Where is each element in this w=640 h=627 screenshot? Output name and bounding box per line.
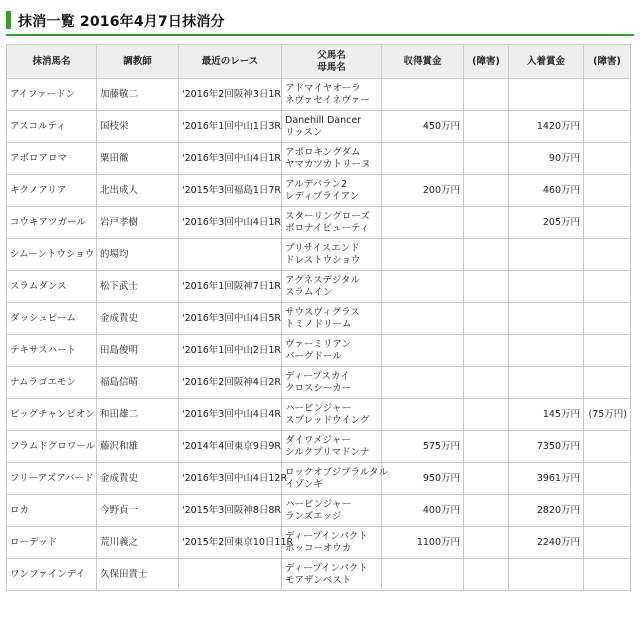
table-row <box>7 399 631 431</box>
sire-name: ディープインパクト <box>285 562 368 574</box>
last-race <box>179 239 282 271</box>
last-race: '2016年3回中山4日1R <box>179 207 282 239</box>
earnings-steeplechase-value <box>464 335 509 367</box>
dam-name: シルクプリマドンナ <box>285 446 370 458</box>
prize-value <box>509 239 584 271</box>
last-race: '2016年3回中山4日12R <box>179 463 282 495</box>
pedigree-cell <box>282 495 382 527</box>
prize-value <box>509 367 584 399</box>
prize-steeplechase-value <box>584 271 631 303</box>
earnings-value <box>382 335 464 367</box>
dam-name: スラムイン <box>285 286 333 298</box>
sire-name: ダイワメジャー <box>285 434 351 446</box>
table-row <box>7 207 631 239</box>
sire-name: スターリングローズ <box>285 210 370 222</box>
table-row <box>7 335 631 367</box>
table-row <box>7 559 631 591</box>
earnings-value <box>382 79 464 111</box>
dam-name: ヤマカツカトリーヌ <box>285 158 371 170</box>
header-earnings-steeplechase: (障害) <box>464 45 509 79</box>
earnings-value <box>382 367 464 399</box>
pedigree-cell <box>282 79 382 111</box>
trainer-name: 北出成人 <box>97 175 179 207</box>
table-row <box>7 175 631 207</box>
sire-name: アグネスデジタル <box>285 274 360 286</box>
dam-name: リッスン <box>285 126 323 138</box>
earnings-value <box>382 303 464 335</box>
prize-steeplechase-value <box>584 495 631 527</box>
last-race: '2015年3回阪神8日8R <box>179 495 282 527</box>
prize-value <box>509 559 584 591</box>
earnings-value: 450万円 <box>382 111 464 143</box>
trainer-name: 今野貞一 <box>97 495 179 527</box>
dam-name: トミノドリーム <box>285 318 352 330</box>
earnings-value: 400万円 <box>382 495 464 527</box>
pedigree-cell <box>282 527 382 559</box>
earnings-steeplechase-value <box>464 207 509 239</box>
prize-steeplechase-value <box>584 463 631 495</box>
horse-name-link[interactable]: フラムドグロワール <box>7 431 97 463</box>
pedigree-cell <box>282 239 382 271</box>
earnings-steeplechase-value <box>464 559 509 591</box>
prize-steeplechase-value <box>584 239 631 271</box>
deregistration-table <box>6 44 631 591</box>
earnings-value: 950万円 <box>382 463 464 495</box>
earnings-value <box>382 207 464 239</box>
trainer-name: 福島信晴 <box>97 367 179 399</box>
table-row <box>7 495 631 527</box>
dam-name: レディブライアン <box>285 190 360 202</box>
trainer-name: 粟田徹 <box>97 143 179 175</box>
pedigree-cell <box>282 111 382 143</box>
sire-name: ヴァーミリアン <box>285 338 352 350</box>
earnings-steeplechase-value <box>464 143 509 175</box>
page-header <box>6 8 634 36</box>
earnings-steeplechase-value <box>464 431 509 463</box>
trainer-name: 加藤敬二 <box>97 79 179 111</box>
horse-name-link[interactable]: ローデッド <box>7 527 97 559</box>
prize-steeplechase-value <box>584 559 631 591</box>
table-row <box>7 527 631 559</box>
pedigree-cell <box>282 207 382 239</box>
earnings-steeplechase-value <box>464 239 509 271</box>
horse-name-link[interactable]: シムーントウショウ <box>7 239 97 271</box>
pedigree-cell <box>282 367 382 399</box>
earnings-steeplechase-value <box>464 303 509 335</box>
earnings-steeplechase-value <box>464 111 509 143</box>
earnings-steeplechase-value <box>464 463 509 495</box>
dam-name: バーグドール <box>285 350 342 362</box>
sire-name: ロックオブジブラルタル <box>285 466 388 478</box>
dam-name: ドレストウショウ <box>285 254 361 266</box>
prize-value: 3961万円 <box>509 463 584 495</box>
sire-name: ハービンジャー <box>285 498 352 510</box>
pedigree-cell <box>282 335 382 367</box>
table-row <box>7 463 631 495</box>
sire-name: Danehill Dancer <box>285 114 362 126</box>
sire-name: ブリサイスエンド <box>285 242 360 254</box>
horse-name-link[interactable]: ダッシュビーム <box>7 303 97 335</box>
prize-steeplechase-value <box>584 303 631 335</box>
last-race: '2016年2回阪神4日2R <box>179 367 282 399</box>
pedigree-cell <box>282 143 382 175</box>
header-earnings: 収得賞金 <box>382 45 464 79</box>
last-race: '2016年1回阪神7日1R <box>179 271 282 303</box>
prize-steeplechase-value <box>584 143 631 175</box>
prize-steeplechase-value <box>584 367 631 399</box>
earnings-value <box>382 559 464 591</box>
page-title: 抹消一覧 2016年4月7日抹消分 <box>18 14 225 30</box>
earnings-value <box>382 143 464 175</box>
prize-steeplechase-value <box>584 111 631 143</box>
dam-name: ホッコーオウカ <box>285 542 352 554</box>
earnings-value: 575万円 <box>382 431 464 463</box>
dam-name: ボロナイビューティ <box>285 222 370 234</box>
prize-steeplechase-value <box>584 431 631 463</box>
last-race: '2016年3回中山4日4R <box>179 399 282 431</box>
prize-value <box>509 79 584 111</box>
pedigree-cell <box>282 431 382 463</box>
trainer-name: 岩戸孝樹 <box>97 207 179 239</box>
trainer-name: 藤沢和雄 <box>97 431 179 463</box>
trainer-name: 的場均 <box>97 239 179 271</box>
horse-name-link[interactable]: フリーアズアバード <box>7 463 97 495</box>
trainer-name: 国枝栄 <box>97 111 179 143</box>
last-race: '2016年3回中山4日5R <box>179 303 282 335</box>
dam-name: ランズエッジ <box>285 510 342 522</box>
horse-name-link[interactable]: ロカ <box>7 495 97 527</box>
earnings-value <box>382 271 464 303</box>
earnings-steeplechase-value <box>464 495 509 527</box>
last-race: '2016年2回阪神3日1R <box>179 79 282 111</box>
prize-steeplechase-value <box>584 79 631 111</box>
prize-value <box>509 303 584 335</box>
table-header-row <box>7 45 631 79</box>
prize-steeplechase-value <box>584 207 631 239</box>
prize-value: 2820万円 <box>509 495 584 527</box>
prize-value: 7350万円 <box>509 431 584 463</box>
table-body <box>7 79 631 591</box>
earnings-value: 1100万円 <box>382 527 464 559</box>
horse-name-link[interactable]: スラムダンス <box>7 271 97 303</box>
earnings-steeplechase-value <box>464 399 509 431</box>
horse-name-link[interactable]: アイファードン <box>7 79 97 111</box>
table-row <box>7 79 631 111</box>
header-horse: 抹消馬名 <box>7 45 97 79</box>
table-row <box>7 239 631 271</box>
horse-name-link[interactable]: ナムラゴエモン <box>7 367 97 399</box>
sire-name: ディープスカイ <box>285 370 350 382</box>
dam-name: スプレッドウイング <box>285 414 370 426</box>
trainer-name: 久保田貴士 <box>97 559 179 591</box>
header-trainer: 調教師 <box>97 45 179 79</box>
last-race: '2016年1回中山1日3R <box>179 111 282 143</box>
last-race: '2014年4回東京9日9R <box>179 431 282 463</box>
prize-value <box>509 271 584 303</box>
title-accent-bar <box>6 11 11 29</box>
trainer-name: 松下武士 <box>97 271 179 303</box>
earnings-value: 200万円 <box>382 175 464 207</box>
prize-steeplechase-value <box>584 527 631 559</box>
prize-value: 145万円 <box>509 399 584 431</box>
header-pedigree <box>282 45 382 79</box>
horse-name-link[interactable]: キクノアリア <box>7 175 97 207</box>
pedigree-cell <box>282 303 382 335</box>
table-row <box>7 431 631 463</box>
earnings-value <box>382 239 464 271</box>
earnings-steeplechase-value <box>464 175 509 207</box>
sire-name: サウスヴィグラス <box>285 306 360 318</box>
dam-name: クロスシーカー <box>285 382 352 394</box>
sire-name: アポロキングダム <box>285 146 361 158</box>
prize-value: 460万円 <box>509 175 584 207</box>
pedigree-cell <box>282 463 388 495</box>
last-race: '2016年1回中山2日1R <box>179 335 282 367</box>
pedigree-cell <box>282 271 382 303</box>
trainer-name: 金成貴史 <box>97 303 179 335</box>
dam-name: モアザンベスト <box>285 574 352 586</box>
horse-name-link[interactable]: コウキアツガール <box>7 207 97 239</box>
horse-name-link[interactable]: アポロアロマ <box>7 143 97 175</box>
header-prize: 入着賞金 <box>509 45 584 79</box>
table-row <box>7 143 631 175</box>
horse-name-link[interactable]: テキサスハート <box>7 335 97 367</box>
trainer-name: 和田雄二 <box>97 399 179 431</box>
last-race: '2015年2回東京10日11R <box>179 527 282 559</box>
sire-name: ディープインパクト <box>285 530 368 542</box>
prize-value: 205万円 <box>509 207 584 239</box>
header-dam: 母馬名 <box>317 61 346 73</box>
trainer-name: 荒川義之 <box>97 527 179 559</box>
sire-name: アドマイヤオーラ <box>285 82 361 94</box>
prize-value: 2240万円 <box>509 527 584 559</box>
horse-name-link[interactable]: ワンファインデイ <box>7 559 97 591</box>
sire-name: アルデバラン2 <box>285 178 348 190</box>
trainer-name: 金成貴史 <box>97 463 179 495</box>
earnings-steeplechase-value <box>464 79 509 111</box>
dam-name: イゾンギ <box>285 478 324 490</box>
earnings-steeplechase-value <box>464 527 509 559</box>
last-race <box>179 559 282 591</box>
prize-value: 1420万円 <box>509 111 584 143</box>
last-race: '2016年3回中山4日1R <box>179 143 282 175</box>
prize-value <box>509 335 584 367</box>
pedigree-cell <box>282 559 382 591</box>
sire-name: ハービンジャー <box>285 402 352 414</box>
trainer-name: 田島俊明 <box>97 335 179 367</box>
header-last-race: 最近のレース <box>179 45 282 79</box>
dam-name: ネヴァセイネヴァー <box>285 94 370 106</box>
pedigree-cell <box>282 399 382 431</box>
horse-name-link[interactable]: アスコルティ <box>7 111 97 143</box>
prize-steeplechase-value <box>584 335 631 367</box>
horse-name-link[interactable]: ビッグチャンピオン <box>7 399 97 431</box>
table-row <box>7 303 631 335</box>
earnings-value <box>382 399 464 431</box>
prize-steeplechase-value <box>584 175 631 207</box>
prize-steeplechase-value: (75万円) <box>584 399 631 431</box>
table-row <box>7 367 631 399</box>
table-row <box>7 111 631 143</box>
earnings-steeplechase-value <box>464 271 509 303</box>
header-prize-steeplechase: (障害) <box>584 45 631 79</box>
earnings-steeplechase-value <box>464 367 509 399</box>
pedigree-cell <box>282 175 382 207</box>
prize-value: 90万円 <box>509 143 584 175</box>
last-race: '2015年3回福島1日7R <box>179 175 282 207</box>
table-row <box>7 271 631 303</box>
header-sire: 父馬名 <box>317 49 346 61</box>
